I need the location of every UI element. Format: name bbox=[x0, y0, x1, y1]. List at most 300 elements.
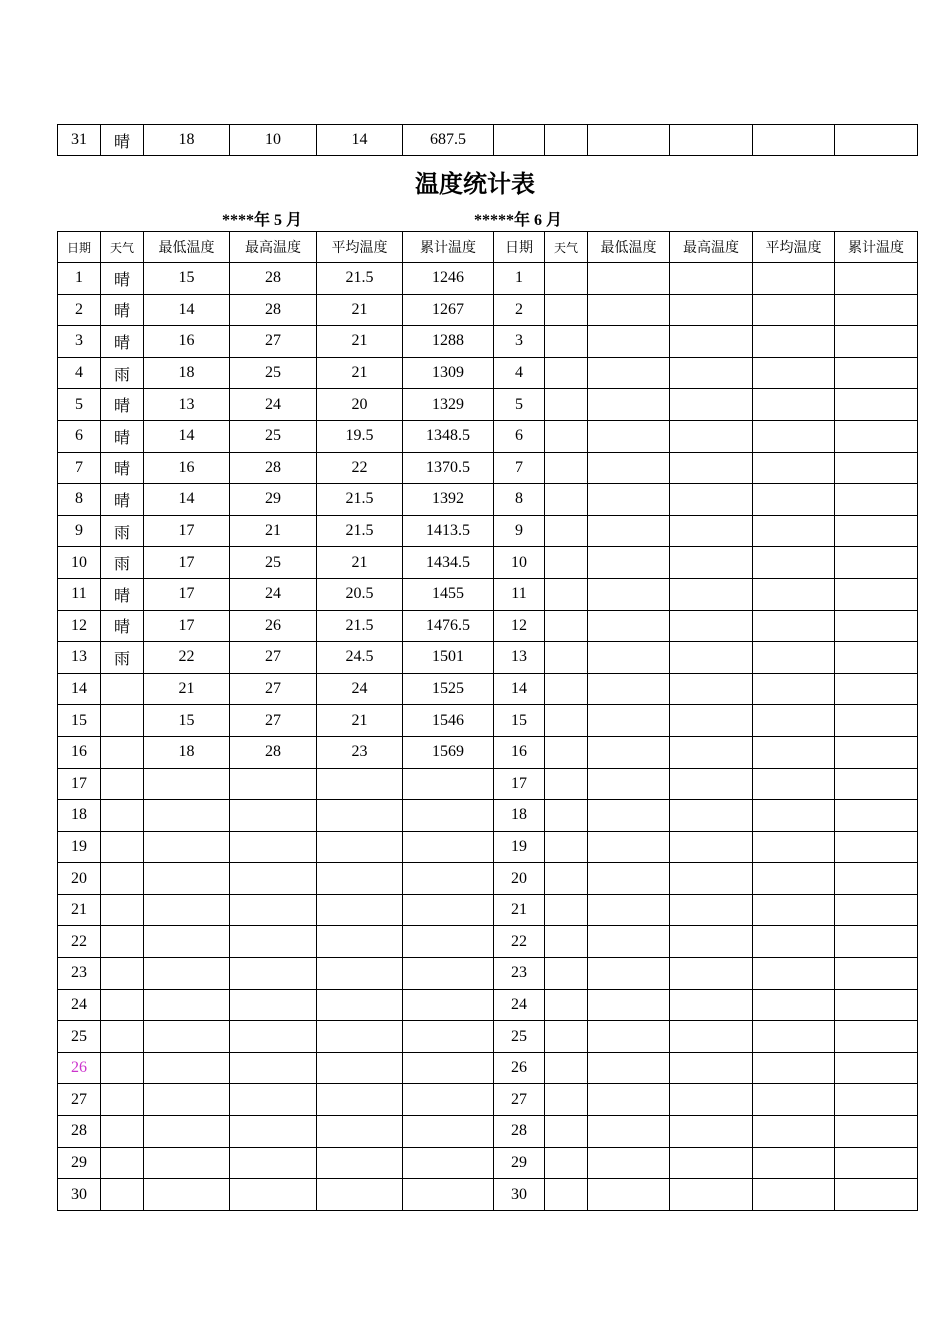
june-avg-temp-cell bbox=[753, 484, 835, 516]
weather-cell: 晴 bbox=[101, 420, 144, 452]
june-high-temp-cell bbox=[670, 894, 753, 926]
cumulative-temp-cell bbox=[403, 800, 494, 832]
avg-temp-cell bbox=[317, 989, 403, 1021]
page-title: 温度统计表 bbox=[415, 172, 535, 198]
june-high-temp-cell bbox=[670, 1084, 753, 1116]
weather-cell: 晴 bbox=[101, 389, 144, 421]
high-temp-cell bbox=[230, 894, 317, 926]
cumulative-temp-cell bbox=[403, 1179, 494, 1211]
low-temp-cell: 18 bbox=[144, 736, 230, 768]
june-weather-cell bbox=[545, 1021, 588, 1053]
june-weather-cell bbox=[545, 452, 588, 484]
cumulative-temp-cell: 1309 bbox=[403, 357, 494, 389]
june-cumulative-temp-cell bbox=[835, 958, 918, 990]
high-temp-cell bbox=[230, 958, 317, 990]
june-avg-temp-cell bbox=[753, 326, 835, 358]
high-temp-cell: 25 bbox=[230, 547, 317, 579]
header-cumulative-temp: 累计温度 bbox=[403, 232, 494, 263]
june-day-cell: 19 bbox=[494, 831, 545, 863]
june-weather-cell bbox=[545, 420, 588, 452]
low-temp-cell: 14 bbox=[144, 294, 230, 326]
avg-temp-cell: 21 bbox=[317, 705, 403, 737]
cumulative-temp-cell: 1348.5 bbox=[403, 420, 494, 452]
june-high-temp-cell bbox=[670, 831, 753, 863]
cumulative-temp-cell bbox=[403, 1021, 494, 1053]
avg-temp-cell: 22 bbox=[317, 452, 403, 484]
cumulative-temp-cell: 1329 bbox=[403, 389, 494, 421]
table-row bbox=[58, 389, 918, 421]
june-day-cell: 21 bbox=[494, 894, 545, 926]
june-day-cell: 28 bbox=[494, 1116, 545, 1148]
low-temp-cell bbox=[144, 831, 230, 863]
june-low-temp-cell bbox=[588, 642, 670, 674]
weather-cell bbox=[101, 1021, 144, 1053]
table-row bbox=[58, 515, 918, 547]
cumulative-temp-cell bbox=[403, 1147, 494, 1179]
weather-cell: 晴 bbox=[101, 452, 144, 484]
header-avg-temp-june: 平均温度 bbox=[753, 232, 835, 263]
june-high-temp-cell bbox=[670, 263, 753, 295]
table-row bbox=[58, 1052, 918, 1084]
june-weather-cell bbox=[545, 800, 588, 832]
table-row bbox=[58, 894, 918, 926]
weather-cell bbox=[101, 736, 144, 768]
june-avg-temp-cell bbox=[753, 736, 835, 768]
june-weather-cell bbox=[545, 389, 588, 421]
day-cell: 12 bbox=[58, 610, 101, 642]
low-temp-cell: 13 bbox=[144, 389, 230, 421]
high-temp-cell bbox=[230, 831, 317, 863]
table-row bbox=[58, 800, 918, 832]
june-cumulative-temp-cell bbox=[835, 894, 918, 926]
june-avg-temp-cell bbox=[753, 547, 835, 579]
empty-cell bbox=[545, 125, 588, 156]
day-cell: 25 bbox=[58, 1021, 101, 1053]
cumulative-temp-cell bbox=[403, 1052, 494, 1084]
june-low-temp-cell bbox=[588, 1021, 670, 1053]
june-cumulative-temp-cell bbox=[835, 673, 918, 705]
june-low-temp-cell bbox=[588, 1179, 670, 1211]
table-row bbox=[58, 452, 918, 484]
june-avg-temp-cell bbox=[753, 610, 835, 642]
june-avg-temp-cell bbox=[753, 452, 835, 484]
june-day-cell: 17 bbox=[494, 768, 545, 800]
june-avg-temp-cell bbox=[753, 863, 835, 895]
june-cumulative-temp-cell bbox=[835, 926, 918, 958]
low-temp-cell bbox=[144, 989, 230, 1021]
june-low-temp-cell bbox=[588, 1147, 670, 1179]
low-temp-cell: 17 bbox=[144, 515, 230, 547]
june-cumulative-temp-cell bbox=[835, 768, 918, 800]
june-day-cell: 29 bbox=[494, 1147, 545, 1179]
day-cell: 18 bbox=[58, 800, 101, 832]
june-cumulative-temp-cell bbox=[835, 1052, 918, 1084]
day-cell: 24 bbox=[58, 989, 101, 1021]
avg-temp-cell bbox=[317, 831, 403, 863]
june-weather-cell bbox=[545, 705, 588, 737]
high-temp-cell bbox=[230, 1084, 317, 1116]
june-cumulative-temp-cell bbox=[835, 1147, 918, 1179]
high-temp-cell bbox=[230, 1147, 317, 1179]
cumulative-temp-cell: 1501 bbox=[403, 642, 494, 674]
high-temp-cell bbox=[230, 989, 317, 1021]
june-avg-temp-cell bbox=[753, 1084, 835, 1116]
table-row bbox=[58, 705, 918, 737]
june-low-temp-cell bbox=[588, 420, 670, 452]
june-high-temp-cell bbox=[670, 736, 753, 768]
june-cumulative-temp-cell bbox=[835, 1116, 918, 1148]
day-cell: 21 bbox=[58, 894, 101, 926]
june-cumulative-temp-cell bbox=[835, 515, 918, 547]
june-weather-cell bbox=[545, 926, 588, 958]
avg-temp-cell bbox=[317, 863, 403, 895]
june-cumulative-temp-cell bbox=[835, 294, 918, 326]
june-cumulative-temp-cell bbox=[835, 863, 918, 895]
day-cell: 7 bbox=[58, 452, 101, 484]
june-cumulative-temp-cell bbox=[835, 420, 918, 452]
avg-temp-cell: 21.5 bbox=[317, 515, 403, 547]
june-weather-cell bbox=[545, 642, 588, 674]
weather-cell: 晴 bbox=[101, 294, 144, 326]
june-cumulative-temp-cell bbox=[835, 610, 918, 642]
june-avg-temp-cell bbox=[753, 642, 835, 674]
june-day-cell: 8 bbox=[494, 484, 545, 516]
june-high-temp-cell bbox=[670, 389, 753, 421]
day-cell: 17 bbox=[58, 768, 101, 800]
june-day-cell: 25 bbox=[494, 1021, 545, 1053]
low-temp-cell: 21 bbox=[144, 673, 230, 705]
june-weather-cell bbox=[545, 547, 588, 579]
low-temp-cell: 17 bbox=[144, 547, 230, 579]
june-low-temp-cell bbox=[588, 610, 670, 642]
weather-cell bbox=[101, 1052, 144, 1084]
avg-temp-cell: 20 bbox=[317, 389, 403, 421]
june-avg-temp-cell bbox=[753, 263, 835, 295]
june-high-temp-cell bbox=[670, 357, 753, 389]
june-low-temp-cell bbox=[588, 705, 670, 737]
avg-temp-cell: 21 bbox=[317, 294, 403, 326]
june-low-temp-cell bbox=[588, 263, 670, 295]
high-temp-cell bbox=[230, 1179, 317, 1211]
avg-temp-cell bbox=[317, 800, 403, 832]
day-cell: 14 bbox=[58, 673, 101, 705]
header-cumulative-temp-june: 累计温度 bbox=[835, 232, 918, 263]
cumulative-temp-cell: 1288 bbox=[403, 326, 494, 358]
avg-temp-cell bbox=[317, 1179, 403, 1211]
low-temp-cell bbox=[144, 926, 230, 958]
cumulative-temp-cell bbox=[403, 926, 494, 958]
june-cumulative-temp-cell bbox=[835, 263, 918, 295]
avg-temp-cell: 14 bbox=[317, 125, 403, 156]
high-temp-cell: 21 bbox=[230, 515, 317, 547]
low-temp-cell: 17 bbox=[144, 610, 230, 642]
low-temp-cell: 22 bbox=[144, 642, 230, 674]
cumulative-temp-cell: 1434.5 bbox=[403, 547, 494, 579]
june-high-temp-cell bbox=[670, 958, 753, 990]
day-cell: 31 bbox=[58, 125, 101, 156]
low-temp-cell: 17 bbox=[144, 578, 230, 610]
empty-cell bbox=[494, 125, 545, 156]
table-row bbox=[58, 547, 918, 579]
june-day-cell: 14 bbox=[494, 673, 545, 705]
high-temp-cell: 26 bbox=[230, 610, 317, 642]
june-high-temp-cell bbox=[670, 1116, 753, 1148]
june-cumulative-temp-cell bbox=[835, 989, 918, 1021]
june-high-temp-cell bbox=[670, 484, 753, 516]
weather-cell bbox=[101, 958, 144, 990]
high-temp-cell: 28 bbox=[230, 452, 317, 484]
june-cumulative-temp-cell bbox=[835, 1021, 918, 1053]
june-day-cell: 30 bbox=[494, 1179, 545, 1211]
june-high-temp-cell bbox=[670, 1179, 753, 1211]
june-low-temp-cell bbox=[588, 357, 670, 389]
low-temp-cell: 18 bbox=[144, 125, 230, 156]
avg-temp-cell: 21.5 bbox=[317, 263, 403, 295]
june-day-cell: 18 bbox=[494, 800, 545, 832]
low-temp-cell bbox=[144, 1116, 230, 1148]
table-row bbox=[58, 357, 918, 389]
day-cell: 3 bbox=[58, 326, 101, 358]
june-weather-cell bbox=[545, 1116, 588, 1148]
june-cumulative-temp-cell bbox=[835, 705, 918, 737]
low-temp-cell bbox=[144, 863, 230, 895]
june-high-temp-cell bbox=[670, 800, 753, 832]
high-temp-cell: 27 bbox=[230, 673, 317, 705]
june-day-cell: 5 bbox=[494, 389, 545, 421]
weather-cell bbox=[101, 1116, 144, 1148]
june-weather-cell bbox=[545, 1147, 588, 1179]
june-avg-temp-cell bbox=[753, 420, 835, 452]
weather-cell bbox=[101, 673, 144, 705]
table-row bbox=[58, 294, 918, 326]
high-temp-cell bbox=[230, 1021, 317, 1053]
june-weather-cell bbox=[545, 1052, 588, 1084]
weather-cell: 晴 bbox=[101, 578, 144, 610]
june-day-cell: 12 bbox=[494, 610, 545, 642]
day-cell: 9 bbox=[58, 515, 101, 547]
empty-cell bbox=[670, 125, 753, 156]
june-day-cell: 26 bbox=[494, 1052, 545, 1084]
day-cell: 26 bbox=[58, 1052, 101, 1084]
weather-cell bbox=[101, 831, 144, 863]
june-day-cell: 9 bbox=[494, 515, 545, 547]
header-weather: 天气 bbox=[101, 232, 144, 263]
header-day-june: 日期 bbox=[494, 232, 545, 263]
june-high-temp-cell bbox=[670, 294, 753, 326]
june-low-temp-cell bbox=[588, 894, 670, 926]
june-weather-cell bbox=[545, 1179, 588, 1211]
june-avg-temp-cell bbox=[753, 1052, 835, 1084]
low-temp-cell bbox=[144, 958, 230, 990]
june-avg-temp-cell bbox=[753, 768, 835, 800]
table-row bbox=[58, 958, 918, 990]
cumulative-temp-cell: 1246 bbox=[403, 263, 494, 295]
june-avg-temp-cell bbox=[753, 958, 835, 990]
table-row bbox=[58, 326, 918, 358]
weather-cell: 雨 bbox=[101, 357, 144, 389]
low-temp-cell: 15 bbox=[144, 263, 230, 295]
high-temp-cell: 29 bbox=[230, 484, 317, 516]
table-row bbox=[58, 578, 918, 610]
header-low-temp: 最低温度 bbox=[144, 232, 230, 263]
june-cumulative-temp-cell bbox=[835, 484, 918, 516]
low-temp-cell bbox=[144, 768, 230, 800]
june-weather-cell bbox=[545, 578, 588, 610]
high-temp-cell bbox=[230, 926, 317, 958]
cumulative-temp-cell: 1413.5 bbox=[403, 515, 494, 547]
table-row bbox=[58, 642, 918, 674]
june-cumulative-temp-cell bbox=[835, 578, 918, 610]
june-low-temp-cell bbox=[588, 673, 670, 705]
june-low-temp-cell bbox=[588, 958, 670, 990]
june-avg-temp-cell bbox=[753, 294, 835, 326]
june-avg-temp-cell bbox=[753, 926, 835, 958]
weather-cell: 晴 bbox=[101, 125, 144, 156]
june-low-temp-cell bbox=[588, 547, 670, 579]
low-temp-cell bbox=[144, 800, 230, 832]
cumulative-temp-cell bbox=[403, 863, 494, 895]
weather-cell bbox=[101, 926, 144, 958]
june-day-cell: 10 bbox=[494, 547, 545, 579]
low-temp-cell: 18 bbox=[144, 357, 230, 389]
june-low-temp-cell bbox=[588, 1084, 670, 1116]
day-cell: 27 bbox=[58, 1084, 101, 1116]
june-high-temp-cell bbox=[670, 1147, 753, 1179]
empty-cell bbox=[753, 125, 835, 156]
month-label-may: ****年 5 月 bbox=[222, 212, 303, 229]
june-avg-temp-cell bbox=[753, 1021, 835, 1053]
cumulative-temp-cell: 1455 bbox=[403, 578, 494, 610]
high-temp-cell bbox=[230, 800, 317, 832]
june-cumulative-temp-cell bbox=[835, 389, 918, 421]
june-high-temp-cell bbox=[670, 926, 753, 958]
low-temp-cell bbox=[144, 1021, 230, 1053]
june-high-temp-cell bbox=[670, 452, 753, 484]
june-low-temp-cell bbox=[588, 831, 670, 863]
avg-temp-cell: 21 bbox=[317, 547, 403, 579]
june-cumulative-temp-cell bbox=[835, 736, 918, 768]
weather-cell bbox=[101, 894, 144, 926]
header-high-temp-june: 最高温度 bbox=[670, 232, 753, 263]
day-cell: 2 bbox=[58, 294, 101, 326]
june-low-temp-cell bbox=[588, 578, 670, 610]
weather-cell: 晴 bbox=[101, 263, 144, 295]
june-weather-cell bbox=[545, 326, 588, 358]
table-row bbox=[58, 1021, 918, 1053]
june-day-cell: 6 bbox=[494, 420, 545, 452]
june-avg-temp-cell bbox=[753, 673, 835, 705]
june-cumulative-temp-cell bbox=[835, 326, 918, 358]
june-low-temp-cell bbox=[588, 736, 670, 768]
june-cumulative-temp-cell bbox=[835, 831, 918, 863]
june-cumulative-temp-cell bbox=[835, 547, 918, 579]
june-avg-temp-cell bbox=[753, 1147, 835, 1179]
day-cell: 22 bbox=[58, 926, 101, 958]
avg-temp-cell: 20.5 bbox=[317, 578, 403, 610]
table-row bbox=[58, 610, 918, 642]
table-row bbox=[58, 1147, 918, 1179]
low-temp-cell: 14 bbox=[144, 484, 230, 516]
table-row bbox=[58, 989, 918, 1021]
table-row bbox=[58, 863, 918, 895]
june-high-temp-cell bbox=[670, 673, 753, 705]
cumulative-temp-cell bbox=[403, 989, 494, 1021]
cumulative-temp-cell bbox=[403, 1116, 494, 1148]
weather-cell: 雨 bbox=[101, 547, 144, 579]
weather-cell: 晴 bbox=[101, 484, 144, 516]
cumulative-temp-cell: 1267 bbox=[403, 294, 494, 326]
empty-cell bbox=[835, 125, 918, 156]
high-temp-cell: 27 bbox=[230, 642, 317, 674]
header-day: 日期 bbox=[58, 232, 101, 263]
day-cell: 4 bbox=[58, 357, 101, 389]
weather-cell bbox=[101, 863, 144, 895]
high-temp-cell: 27 bbox=[230, 705, 317, 737]
june-avg-temp-cell bbox=[753, 578, 835, 610]
june-day-cell: 11 bbox=[494, 578, 545, 610]
table-row bbox=[58, 831, 918, 863]
june-high-temp-cell bbox=[670, 515, 753, 547]
june-high-temp-cell bbox=[670, 326, 753, 358]
low-temp-cell bbox=[144, 894, 230, 926]
june-day-cell: 7 bbox=[494, 452, 545, 484]
table-row bbox=[58, 484, 918, 516]
june-low-temp-cell bbox=[588, 326, 670, 358]
high-temp-cell: 24 bbox=[230, 578, 317, 610]
avg-temp-cell bbox=[317, 926, 403, 958]
table-row bbox=[58, 263, 918, 295]
high-temp-cell: 27 bbox=[230, 326, 317, 358]
june-high-temp-cell bbox=[670, 642, 753, 674]
june-weather-cell bbox=[545, 673, 588, 705]
june-day-cell: 13 bbox=[494, 642, 545, 674]
low-temp-cell bbox=[144, 1084, 230, 1116]
june-weather-cell bbox=[545, 831, 588, 863]
weather-cell: 雨 bbox=[101, 515, 144, 547]
high-temp-cell bbox=[230, 768, 317, 800]
table-row bbox=[58, 736, 918, 768]
cumulative-temp-cell: 1370.5 bbox=[403, 452, 494, 484]
table-row bbox=[58, 1084, 918, 1116]
june-weather-cell bbox=[545, 1084, 588, 1116]
table-row bbox=[58, 673, 918, 705]
low-temp-cell: 16 bbox=[144, 326, 230, 358]
low-temp-cell: 14 bbox=[144, 420, 230, 452]
day-cell: 30 bbox=[58, 1179, 101, 1211]
avg-temp-cell: 21 bbox=[317, 326, 403, 358]
header-weather-june: 天气 bbox=[545, 232, 588, 263]
day-cell: 29 bbox=[58, 1147, 101, 1179]
june-day-cell: 27 bbox=[494, 1084, 545, 1116]
weather-cell bbox=[101, 989, 144, 1021]
low-temp-cell bbox=[144, 1179, 230, 1211]
avg-temp-cell: 21 bbox=[317, 357, 403, 389]
june-high-temp-cell bbox=[670, 610, 753, 642]
avg-temp-cell: 21.5 bbox=[317, 484, 403, 516]
weather-cell bbox=[101, 768, 144, 800]
june-high-temp-cell bbox=[670, 863, 753, 895]
weather-cell: 晴 bbox=[101, 610, 144, 642]
avg-temp-cell bbox=[317, 768, 403, 800]
day-cell: 13 bbox=[58, 642, 101, 674]
june-weather-cell bbox=[545, 610, 588, 642]
june-high-temp-cell bbox=[670, 420, 753, 452]
day-cell: 16 bbox=[58, 736, 101, 768]
day-cell: 1 bbox=[58, 263, 101, 295]
june-low-temp-cell bbox=[588, 389, 670, 421]
low-temp-cell: 16 bbox=[144, 452, 230, 484]
june-low-temp-cell bbox=[588, 452, 670, 484]
